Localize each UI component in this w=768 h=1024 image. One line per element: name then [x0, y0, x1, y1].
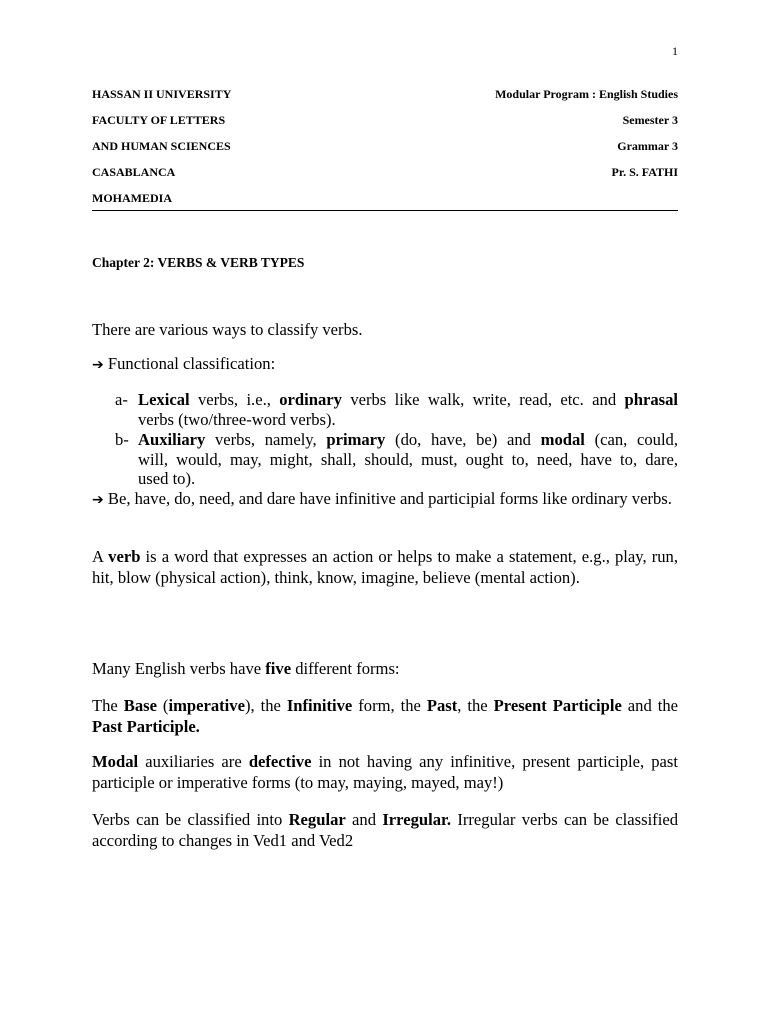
- header-city-2: MOHAMEDIA: [92, 191, 172, 205]
- intro-paragraph: There are various ways to classify verbs.: [92, 320, 363, 339]
- header-program: Modular Program : English Studies: [495, 87, 678, 101]
- list-marker-a: a-: [115, 390, 128, 409]
- arrow-icon: ➔: [92, 357, 104, 373]
- modal-paragraph: Modal auxiliaries are defective in not having any infinitive, present participle, past participle or imperative forms (to may, maying, mayed, may!): [92, 752, 678, 792]
- header-semester: Semester 3: [622, 113, 678, 127]
- document-header: [92, 86, 678, 211]
- header-professor: Pr. S. FATHI: [611, 165, 678, 179]
- note-text: Be, have, do, need, and dare have infinitive and participial forms like ordinary verbs.: [107, 489, 672, 508]
- list-item-a-line-2: verbs (two/three-word verbs).: [138, 409, 336, 429]
- chapter-title: Chapter 2: VERBS & VERB TYPES: [92, 255, 305, 270]
- list-item-b-line-2: will, would, may, might, shall, should, must, ought to, need, have to, dare,: [138, 449, 678, 469]
- verb-definition-paragraph: A verb is a word that expresses an action or helps to make a statement, e.g., play, run, hit, blow (physical action), think, know, imagine, believe (mental action).: [92, 547, 678, 587]
- functional-heading: [92, 353, 678, 376]
- list-item-b: [138, 430, 678, 489]
- functional-label: Functional classification:: [107, 354, 276, 373]
- note-paragraph: [92, 488, 678, 511]
- list-item-b-line-1: Auxiliary verbs, namely, primary (do, have, be) and modal (can, could,: [138, 430, 678, 449]
- regular-irregular-paragraph: Verbs can be classified into Regular and Irregular. Irregular verbs can be classified according to changes in Ved1 and Ved2: [92, 810, 678, 850]
- header-city: CASABLANCA: [92, 165, 176, 179]
- header-university: HASSAN II UNIVERSITY: [92, 87, 232, 101]
- header-course: Grammar 3: [617, 139, 678, 153]
- header-human-sciences: AND HUMAN SCIENCES: [92, 139, 231, 153]
- page-number: 1: [672, 44, 678, 58]
- forms-intro-paragraph: Many English verbs have five different forms:: [92, 659, 400, 678]
- forms-paragraph: The Base (imperative), the Infinitive form, the Past, the Present Participle and the Past Participle.: [92, 696, 678, 736]
- list-item-a: [138, 390, 678, 429]
- list-marker-b: b-: [115, 430, 129, 449]
- header-faculty: FACULTY OF LETTERS: [92, 113, 226, 127]
- arrow-icon: ➔: [92, 492, 104, 508]
- list-item-b-line-3: used to).: [138, 469, 196, 488]
- list-item-a-line-1: Lexical verbs, i.e., ordinary verbs like walk, write, read, etc. and phrasal: [138, 390, 678, 409]
